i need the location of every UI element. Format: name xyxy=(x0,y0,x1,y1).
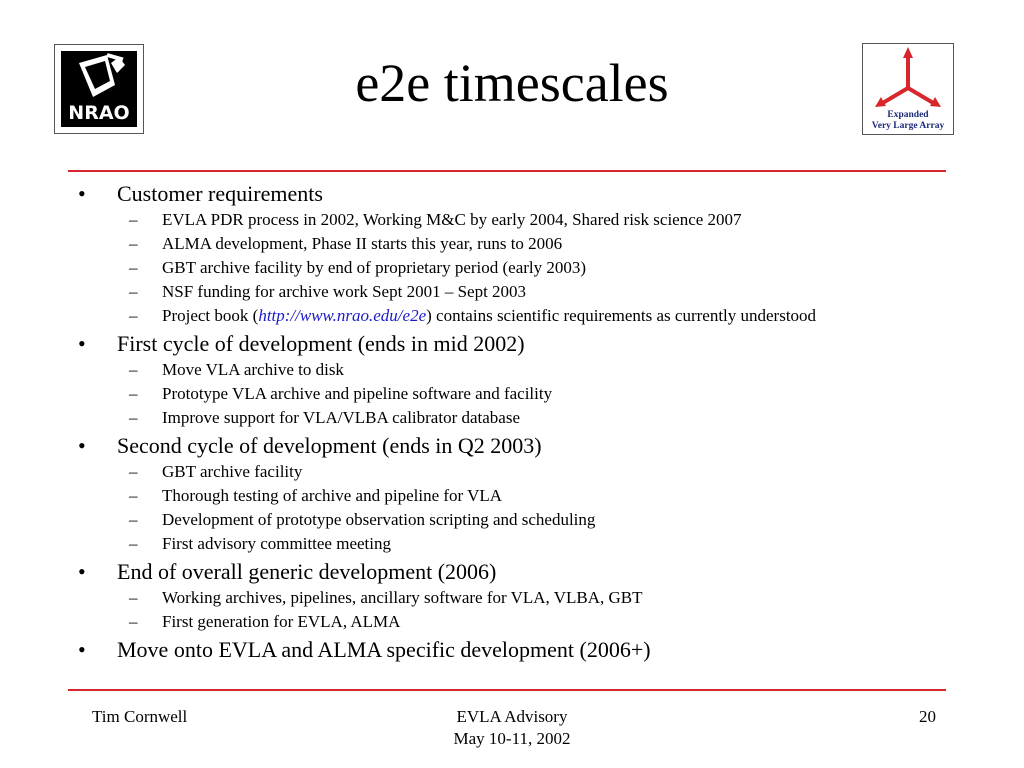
dash-icon: – xyxy=(129,258,138,277)
bullet-dot-icon: • xyxy=(78,559,86,584)
dash-icon: – xyxy=(129,210,138,229)
footer-divider xyxy=(68,689,946,691)
dash-icon: – xyxy=(129,408,138,427)
dash-icon: – xyxy=(129,534,138,553)
sub-item: – Working archives, pipelines, ancillary software for VLA, VLBA, GBT xyxy=(0,586,1024,610)
page-title: e2e timescales xyxy=(355,53,669,113)
bullet-item: • Second cycle of development (ends in Q2 2003) xyxy=(78,433,542,458)
bullet-dot-icon: • xyxy=(78,433,86,458)
dash-icon: – xyxy=(129,384,138,403)
sub-item: – Move VLA archive to disk xyxy=(0,358,1024,382)
dash-icon: – xyxy=(129,282,138,301)
sub-item: – GBT archive facility xyxy=(0,460,1024,484)
bullet-dot-icon: • xyxy=(78,637,86,662)
dash-icon: – xyxy=(129,462,138,481)
bullet-list xyxy=(0,180,1024,664)
sub-item: – Prototype VLA archive and pipeline software and facility xyxy=(0,382,1024,406)
evla-logo-text: Expanded Very Large Array xyxy=(871,110,945,131)
dash-icon: – xyxy=(129,510,138,529)
sub-item: – ALMA development, Phase II starts this year, runs to 2006 xyxy=(0,232,1024,256)
page-number: 20 xyxy=(919,707,936,726)
bullet-dot-icon: • xyxy=(78,331,86,356)
array-arms-icon xyxy=(863,44,953,110)
sub-item: – First advisory committee meeting xyxy=(0,532,1024,556)
nrao-logo xyxy=(54,44,144,134)
sub-item: – Improve support for VLA/VLBA calibrator database xyxy=(0,406,1024,430)
title-divider xyxy=(68,170,946,172)
bullet-dot-icon: • xyxy=(78,181,86,206)
sub-item: – GBT archive facility by end of proprietary period (early 2003) xyxy=(0,256,1024,280)
bullet-item: • Customer requirements xyxy=(78,181,323,206)
sub-item: – NSF funding for archive work Sept 2001 – Sept 2003 xyxy=(0,280,1024,304)
project-book-link[interactable]: http://www.nrao.edu/e2e xyxy=(258,306,427,325)
dash-icon: – xyxy=(129,588,138,607)
bullet-item: • First cycle of development (ends in mid 2002) xyxy=(78,331,525,356)
nrao-dish-icon xyxy=(55,45,143,133)
bullet-item: • End of overall generic development (2006) xyxy=(78,559,497,584)
footer-author: Tim Cornwell xyxy=(92,707,188,726)
sub-item: – Development of prototype observation scripting and scheduling xyxy=(0,508,1024,532)
dash-icon: – xyxy=(129,486,138,505)
footer-event: EVLA Advisory May 10-11, 2002 xyxy=(453,707,571,748)
sub-item: – Thorough testing of archive and pipeline for VLA xyxy=(0,484,1024,508)
dash-icon: – xyxy=(129,612,138,631)
dash-icon: – xyxy=(129,306,138,325)
bullet-item: • Move onto EVLA and ALMA specific development (2006+) xyxy=(78,637,651,662)
dash-icon: – xyxy=(129,234,138,253)
svg-text:NRAO: NRAO xyxy=(68,102,130,124)
evla-logo xyxy=(862,43,954,135)
sub-item: – EVLA PDR process in 2002, Working M&C by early 2004, Shared risk science 2007 xyxy=(0,208,1024,232)
dash-icon: – xyxy=(129,360,138,379)
sub-item: – First generation for EVLA, ALMA xyxy=(0,610,1024,634)
sub-item-project-book: – Project book (http://www.nrao.edu/e2e) contains scientific requirements as currently understood xyxy=(0,304,1024,328)
